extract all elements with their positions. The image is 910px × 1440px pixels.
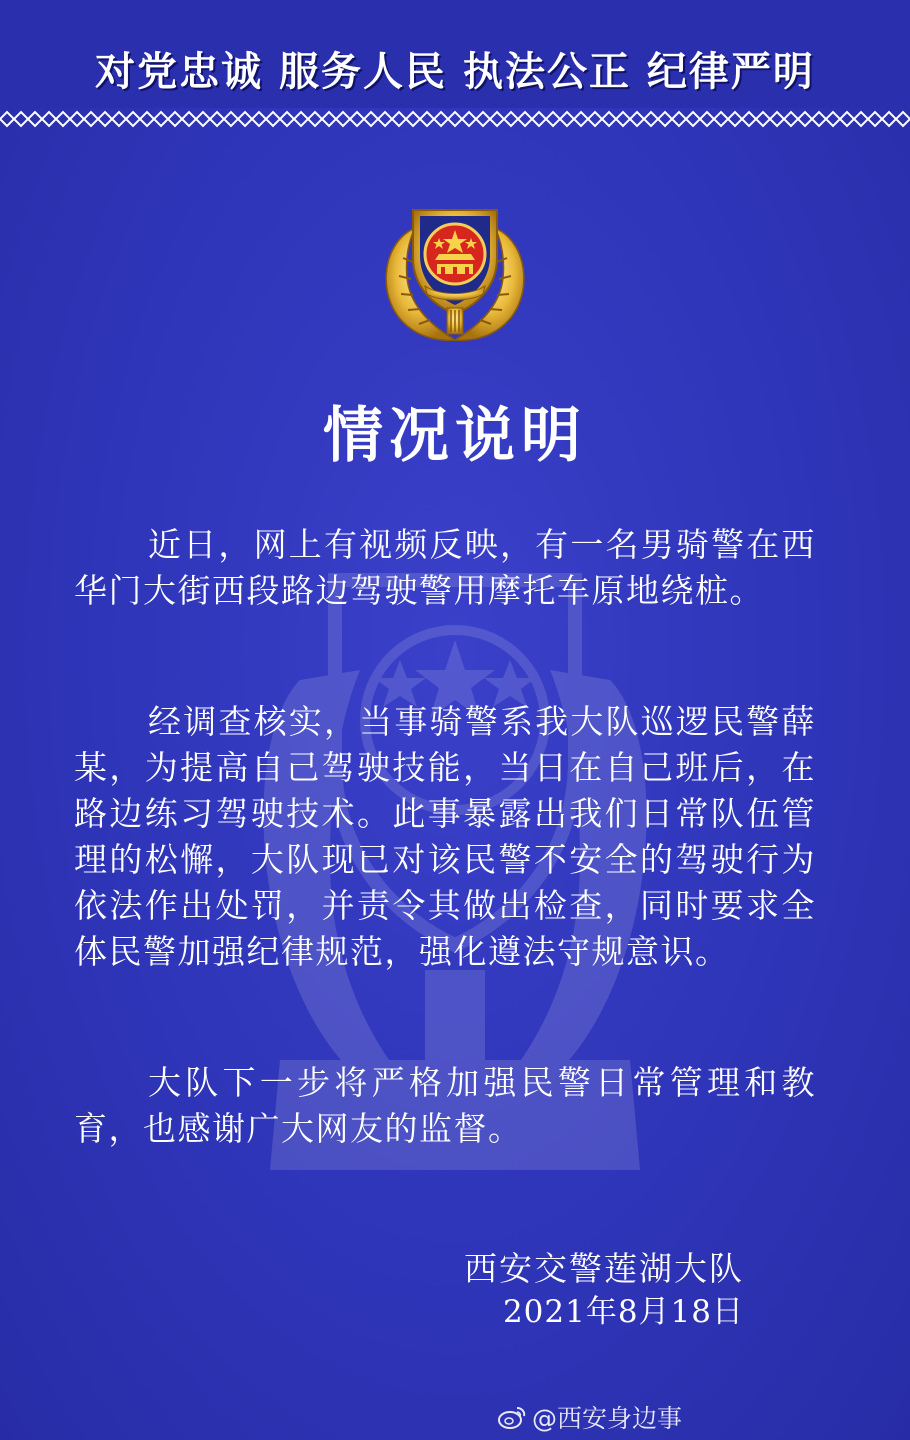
police-emblem-icon — [375, 188, 535, 350]
signature-date: 2021年8月18日 — [502, 1294, 744, 1330]
paragraph-1: 近日，网上有视频反映，有一名男骑警在西华门大街西段路边驾驶警用摩托车原地绕桩。 — [74, 525, 816, 610]
page-title: 情况说明 — [323, 401, 587, 471]
source-watermark — [498, 1402, 682, 1432]
paragraph-3: 大队下一步将严格加强民警日常管理和教育，也感谢广大网友的监督。 — [74, 1063, 816, 1148]
decorative-divider — [0, 110, 910, 128]
weibo-icon — [498, 1404, 526, 1430]
source-watermark-text: @西安身边事 — [532, 1404, 683, 1433]
slogan: 对党忠诚 服务人民 执法公正 纪律严明 — [95, 49, 815, 95]
paragraph-2: 经调查核实，当事骑警系我大队巡逻民警薛某，为提高自己驾驶技能，当日在自己班后，在路边练习驾驶技术。此事暴露出我们日常队伍管理的松懈，大队现已对该民警不安全的驾驶行为依法作出处罚，并责令其做出检查，同时要求全体民警加强纪律规范，强化遵法守规意识。 — [74, 702, 816, 971]
signature-organization: 西安交警莲湖大队 — [464, 1249, 744, 1288]
